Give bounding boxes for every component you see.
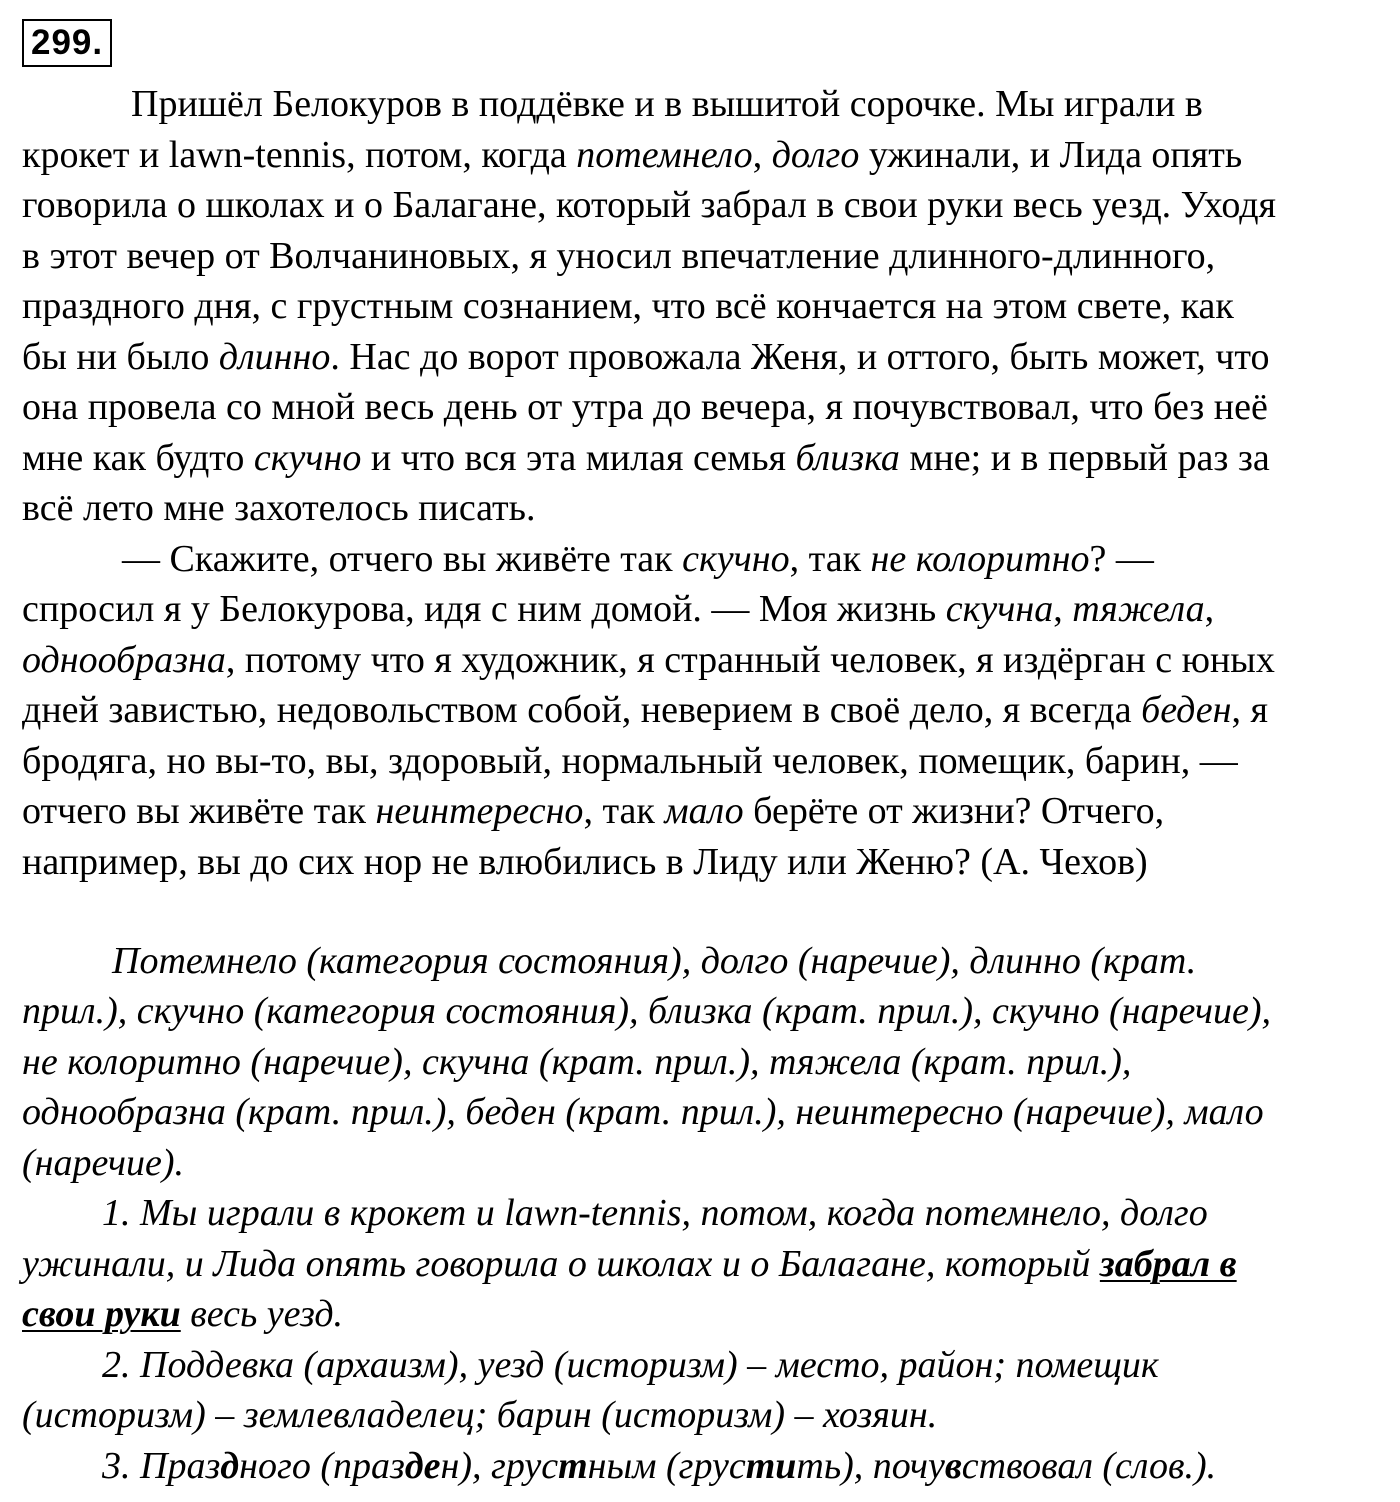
text-segment: долго <box>771 134 860 176</box>
text-segment: длинно <box>218 336 331 378</box>
text-segment: , <box>752 134 772 176</box>
text-segment: потемнело <box>576 134 753 176</box>
text-segment: Потемнело (категория состояния), долго (наречие), длинно (крат. <box>112 940 1197 982</box>
text-segment: скучно <box>253 437 362 479</box>
text-segment: близка <box>795 437 900 479</box>
text-segment: в <box>944 1445 962 1487</box>
answer-line <box>22 1390 937 1440</box>
text-segment: говорила о школах и о Балагане, который забрал в свои руки весь уезд. Уходя <box>22 184 1277 226</box>
text-segment: мало <box>664 790 744 832</box>
text-segment: свои руки <box>22 1293 181 1335</box>
text-segment: 1. Мы играли в крокет и lawn-tennis, потом, когда потемнело, долго <box>102 1192 1208 1234</box>
text-segment: в этот вечер от Волчаниновых, я уносил впечатление длинного-длинного, <box>22 235 1216 277</box>
text-segment: крокет и lawn-tennis, потом, когда <box>22 134 577 176</box>
text-segment: , я <box>1231 689 1269 731</box>
answer-line <box>102 1441 1216 1491</box>
text-line <box>22 635 1275 685</box>
text-segment: однообразна (крат. прил.), беден (крат. прил.), неинтересно (наречие), мало <box>22 1091 1264 1133</box>
text-segment: ным (грус <box>587 1445 746 1487</box>
text-segment: прил.), скучно (категория состояния), близка (крат. прил.), скучно (наречие), <box>22 990 1272 1032</box>
text-segment: она провела со мной весь день от утра до вечера, я почувствовал, что без неё <box>22 386 1268 428</box>
text-line <box>22 786 1164 836</box>
answer-line <box>22 986 1271 1036</box>
text-segment: , <box>1053 588 1073 630</box>
text-segment: , <box>1204 588 1215 630</box>
text-line <box>131 79 1203 129</box>
exercise-number: 299. <box>22 19 112 67</box>
text-segment: отчего вы живёте так <box>22 790 376 832</box>
text-segment: например, вы до сих нор не влюбились в Лиду или Женю? (А. Чехов) <box>22 841 1148 883</box>
text-segment: скучно <box>682 538 790 580</box>
text-segment: весь уезд. <box>180 1293 344 1335</box>
text-segment: не колоритно <box>870 538 1090 580</box>
text-segment: спросил я у Белокурова, идя с ним домой. — Моя жизнь <box>22 588 946 630</box>
answer-line <box>22 1289 343 1339</box>
text-segment: однообразна <box>22 639 226 681</box>
text-line <box>22 736 1238 786</box>
text-segment: ного (праз <box>239 1445 405 1487</box>
text-segment: мне; и в первый раз за <box>899 437 1270 479</box>
text-segment: ть), почу <box>796 1445 945 1487</box>
text-segment: д <box>220 1445 240 1487</box>
text-line <box>22 130 1242 180</box>
answer-line <box>22 1037 1131 1087</box>
text-line <box>22 433 1270 483</box>
answer-line <box>22 1087 1264 1137</box>
text-line <box>22 483 535 533</box>
text-segment: . Нас до ворот провожала Женя, и оттого, быть может, что <box>330 336 1270 378</box>
text-segment: беден <box>1141 689 1232 731</box>
text-segment: ти <box>745 1445 797 1487</box>
text-segment: берёте от жизни? Отчего, <box>743 790 1165 832</box>
text-segment: бы ни было <box>22 336 219 378</box>
text-segment: скучна <box>945 588 1054 630</box>
text-segment: де <box>404 1445 441 1487</box>
text-segment: , потому что я художник, я странный человек, я издёрган с юных <box>225 639 1275 681</box>
answer-line <box>102 1188 1208 1238</box>
answer-line <box>102 1340 1159 1390</box>
text-segment: (историзм) – землевладелец; барин (историзм) – хозяин. <box>22 1394 938 1436</box>
text-segment: неинтересно <box>375 790 584 832</box>
text-line <box>22 584 1214 634</box>
text-line <box>22 180 1276 230</box>
text-segment: ствовал (слов.). <box>961 1445 1217 1487</box>
text-line <box>22 332 1270 382</box>
text-segment: (наречие). <box>22 1142 185 1184</box>
text-line <box>22 685 1268 735</box>
text-segment: т <box>558 1445 588 1487</box>
text-segment: всё лето мне захотелось писать. <box>22 487 536 529</box>
text-segment: тяжела <box>1072 588 1205 630</box>
answer-line <box>112 936 1196 986</box>
text-segment: не колоритно (наречие), скучна (крат. прил.), тяжела (крат. прил.), <box>22 1041 1132 1083</box>
text-segment: , так <box>789 538 871 580</box>
text-segment: Пришёл Белокуров в поддёвке и в вышитой сорочке. Мы играли в <box>131 83 1203 125</box>
text-segment: 2. Поддевка (архаизм), уезд (историзм) – место, район; помещик <box>102 1344 1159 1386</box>
text-segment: праздного дня, с грустным сознанием, что всё кончается на этом свете, как <box>22 285 1234 327</box>
text-segment: н), грус <box>440 1445 559 1487</box>
text-segment: — Скажите, отчего вы живёте так <box>122 538 683 580</box>
text-segment: ужинали, и Лида опять <box>859 134 1243 176</box>
text-line <box>22 837 1148 887</box>
text-segment: и что вся эта милая семья <box>361 437 796 479</box>
text-segment: , так <box>583 790 665 832</box>
text-segment: ? — <box>1089 538 1154 580</box>
text-segment: дней завистью, недовольством собой, неверием в своё дело, я всегда <box>22 689 1142 731</box>
text-segment: 3. Праз <box>102 1445 221 1487</box>
answer-line <box>22 1239 1237 1289</box>
text-segment: забрал в <box>1099 1243 1237 1285</box>
text-line <box>22 231 1215 281</box>
text-segment: бродяга, но вы-то, вы, здоровый, нормальный человек, помещик, барин, — <box>22 740 1238 782</box>
text-line <box>22 382 1268 432</box>
text-segment: ужинали, и Лида опять говорила о школах и о Балагане, который <box>22 1243 1100 1285</box>
text-line <box>122 534 1154 584</box>
text-segment: мне как будто <box>22 437 254 479</box>
text-line <box>22 281 1234 331</box>
answer-line <box>22 1138 184 1188</box>
